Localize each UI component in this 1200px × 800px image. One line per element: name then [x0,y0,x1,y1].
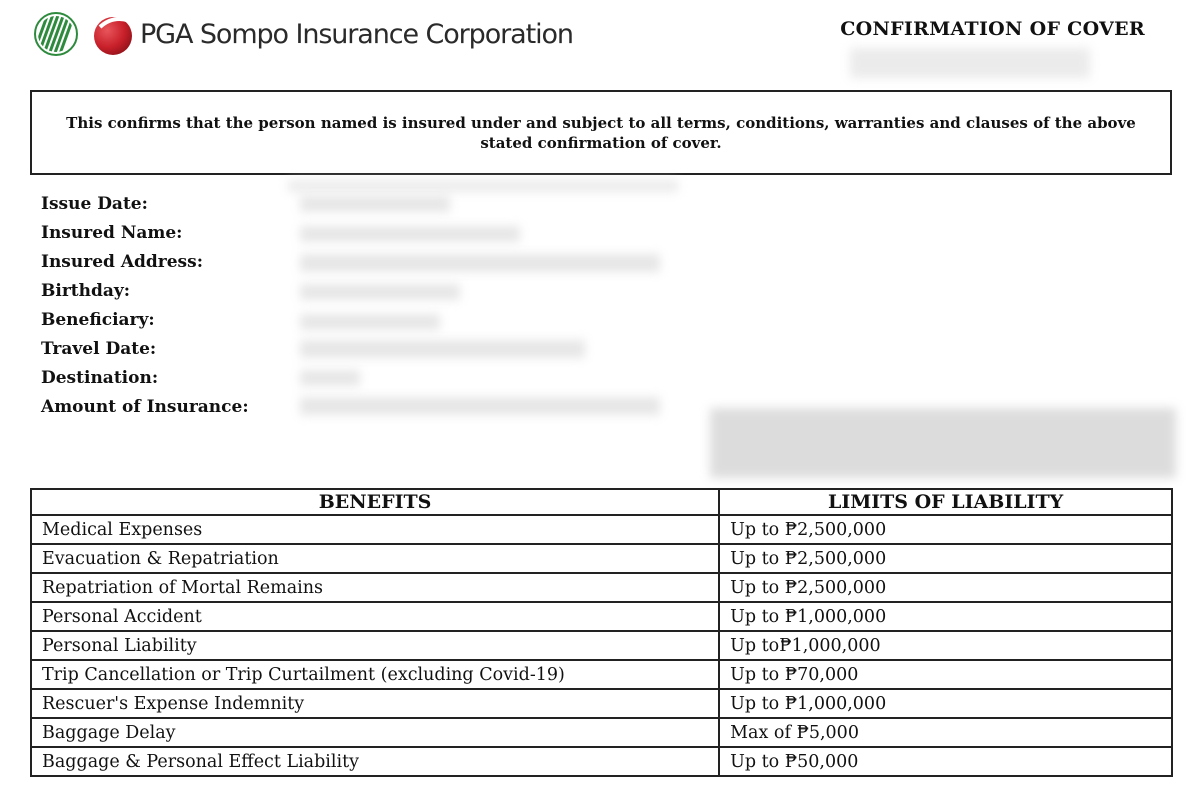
green-striped-circle-logo-icon [34,12,78,56]
table-header-row [31,489,1172,515]
limit-cell: Up to ₱1,000,000 [719,689,1172,718]
limit-cell: Up to ₱70,000 [719,660,1172,689]
limit-cell: Up to ₱1,000,000 [719,602,1172,631]
table-row [31,718,1172,747]
redacted-value-destination [300,370,360,386]
table-row [31,573,1172,602]
confirmation-statement: This confirms that the person named is insured under and subject to all terms, conditions, warranties and clauses of the above stated confirmation of cover. [66,113,1136,152]
benefit-cell: Personal Accident [31,602,719,631]
table-row [31,631,1172,660]
benefit-cell: Medical Expenses [31,515,719,544]
red-sphere-logo-icon [90,11,136,57]
insured-details [41,190,249,422]
table-row [31,515,1172,544]
header-logos [34,8,573,60]
benefit-cell: Repatriation of Mortal Remains [31,573,719,602]
benefit-cell: Baggage & Personal Effect Liability [31,747,719,776]
document-title: CONFIRMATION OF COVER [840,18,1145,40]
field-label-travel-date: Travel Date: [41,339,157,359]
redacted-value-beneficiary [300,314,440,330]
benefit-cell: Personal Liability [31,631,719,660]
column-header-benefits: BENEFITS [31,489,719,515]
limit-cell: Max of ₱5,000 [719,718,1172,747]
redacted-stamp [710,408,1176,478]
benefit-cell: Rescuer's Expense Indemnity [31,689,719,718]
table-row [31,747,1172,776]
redacted-value-travel-date [300,340,585,358]
field-label-beneficiary: Beneficiary: [41,310,155,330]
limit-cell: Up to ₱2,500,000 [719,573,1172,602]
limit-cell: Up to ₱50,000 [719,747,1172,776]
column-header-limits: LIMITS OF LIABILITY [719,489,1172,515]
company-name: PGA Sompo Insurance Corporation [140,18,573,50]
field-label-destination: Destination: [41,368,159,388]
field-label-amount-of-insurance: Amount of Insurance: [41,397,249,417]
redacted-value-birthday [300,284,460,300]
benefits-table [30,488,1173,777]
redacted-value-issue-date-text [300,196,450,212]
limit-cell: Up to ₱2,500,000 [719,544,1172,573]
table-row [31,602,1172,631]
redacted-policy-number [850,48,1090,78]
confirmation-statement-box [30,90,1172,175]
limit-cell: Up to₱1,000,000 [719,631,1172,660]
field-label-birthday: Birthday: [41,281,131,301]
benefit-cell: Evacuation & Repatriation [31,544,719,573]
table-row [31,660,1172,689]
table-row [31,544,1172,573]
field-label-insured-address: Insured Address: [41,252,203,272]
limit-cell: Up to ₱2,500,000 [719,515,1172,544]
redacted-value-issue-date [288,180,678,192]
table-row [31,689,1172,718]
field-label-issue-date: Issue Date: [41,194,148,214]
redacted-value-insured-address [300,254,660,272]
redacted-value-amount [300,397,660,415]
benefit-cell: Baggage Delay [31,718,719,747]
field-label-insured-name: Insured Name: [41,223,183,243]
redacted-value-insured-name [300,226,520,242]
benefit-cell: Trip Cancellation or Trip Curtailment (excluding Covid-19) [31,660,719,689]
